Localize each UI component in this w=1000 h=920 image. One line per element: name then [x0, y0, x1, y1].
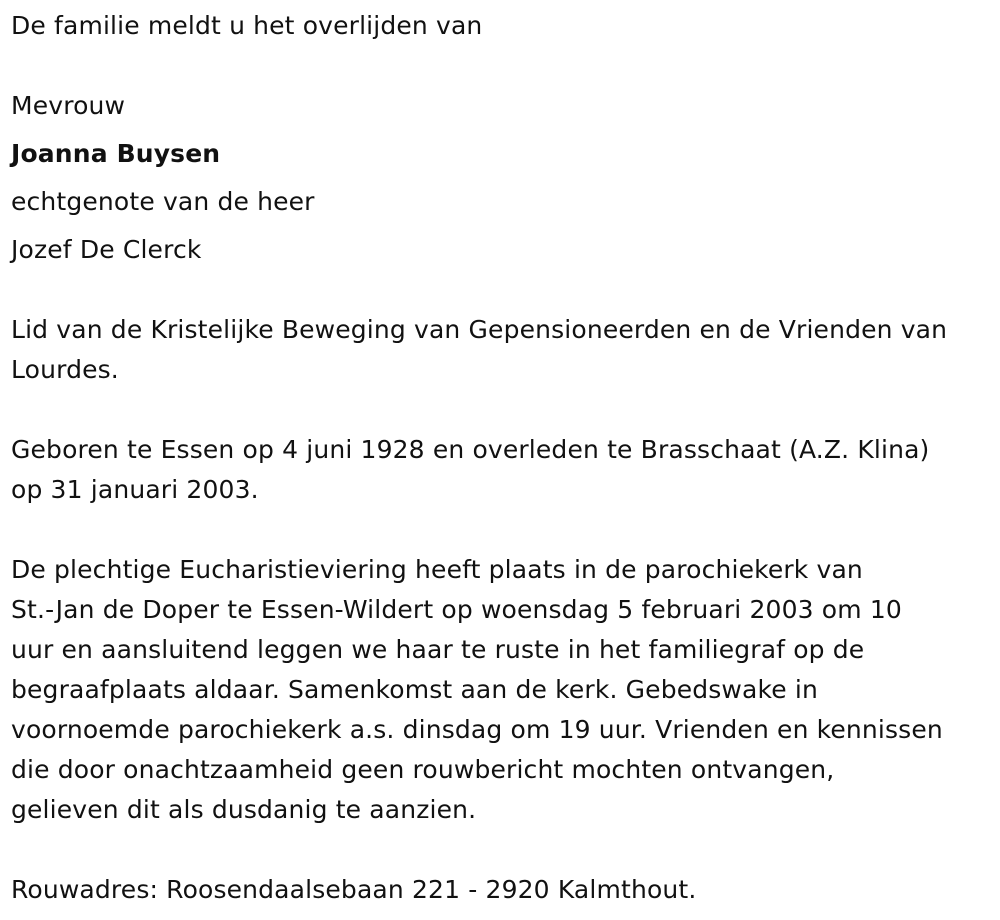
deceased-name: Joanna Buysen	[11, 139, 221, 168]
ceremony-line: De plechtige Eucharistieviering heeft plaats in de parochiekerk van	[11, 555, 863, 584]
mourning-address: Rouwadres: Roosendaalsebaan 221 - 2920 Kalmthout.	[11, 875, 697, 904]
intro-text: De familie meldt u het overlijden van	[11, 11, 483, 40]
ceremony-line: gelieven dit als dusdanig te aanzien.	[11, 795, 477, 824]
birth-death-line: Geboren te Essen op 4 juni 1928 en overleden te Brasschaat (A.Z. Klina)	[11, 435, 930, 464]
ceremony-line: voornoemde parochiekerk a.s. dinsdag om 19 uur. Vrienden en kennissen	[11, 715, 943, 744]
membership-line: Lourdes.	[11, 355, 119, 384]
ceremony-line: St.-Jan de Doper te Essen-Wildert op woensdag 5 februari 2003 om 10	[11, 595, 902, 624]
membership-line: Lid van de Kristelijke Beweging van Gepensioneerden en de Vrienden van	[11, 315, 948, 344]
birth-death-line: op 31 januari 2003.	[11, 475, 259, 504]
relation-text: echtgenote van de heer	[11, 187, 315, 216]
honorific: Mevrouw	[11, 91, 126, 120]
ceremony-paragraph	[11, 550, 943, 830]
birth-death-paragraph	[11, 430, 929, 510]
membership-paragraph	[11, 310, 947, 390]
ceremony-line: uur en aansluitend leggen we haar te ruste in het familiegraf op de	[11, 635, 865, 664]
ceremony-line: die door onachtzaamheid geen rouwbericht mochten ontvangen,	[11, 755, 835, 784]
ceremony-line: begraafplaats aldaar. Samenkomst aan de kerk. Gebedswake in	[11, 675, 818, 704]
spouse-name: Jozef De Clerck	[11, 235, 202, 264]
